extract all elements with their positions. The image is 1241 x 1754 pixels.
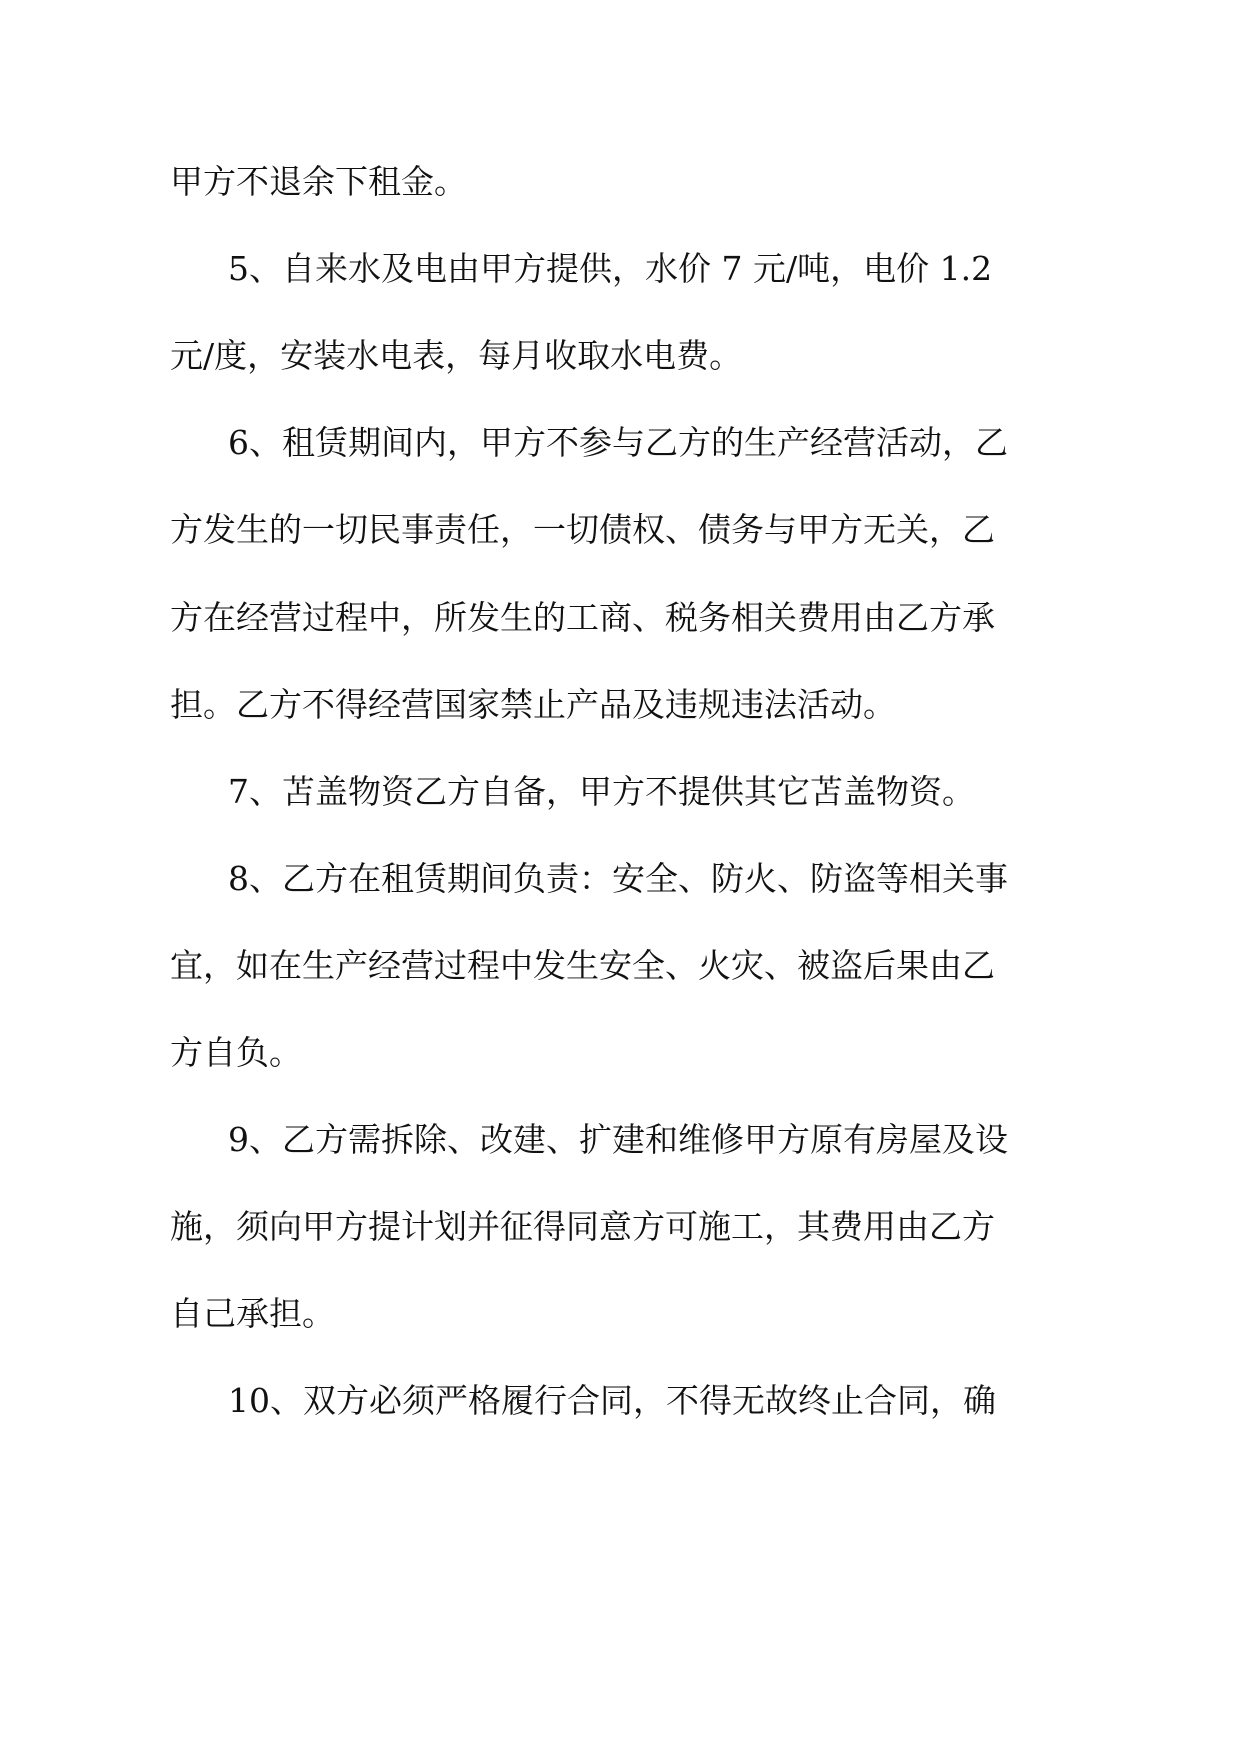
text-line: 方在经营过程中，所发生的工商、税务相关费用由乙方承 [170, 598, 995, 637]
text-line: 施，须向甲方提计划并征得同意方可施工，其费用由乙方 [170, 1207, 995, 1246]
text-line: 自己承担。 [170, 1294, 335, 1333]
text-line: 方发生的一切民事责任，一切债权、债务与甲方无关，乙 [170, 510, 995, 549]
text-line: 担。乙方不得经营国家禁止产品及违规违法活动。 [170, 685, 896, 724]
text-line: 10、双方必须严格履行合同，不得无故终止合同，确 [228, 1381, 996, 1420]
text-line: 方自负。 [170, 1033, 302, 1072]
text-line: 8、乙方在租赁期间负责：安全、防火、防盗等相关事 [228, 859, 1008, 898]
text-line: 7、苫盖物资乙方自备，甲方不提供其它苫盖物资。 [228, 772, 975, 811]
text-line: 5、自来水及电由甲方提供，水价 7 元/吨，电价 1.2 [228, 249, 993, 288]
text-line: 宜，如在生产经营过程中发生安全、火灾、被盗后果由乙 [170, 946, 995, 985]
text-line: 元/度，安装水电表，每月收取水电费。 [170, 336, 743, 375]
text-line: 6、租赁期间内，甲方不参与乙方的生产经营活动，乙 [228, 423, 1008, 462]
text-line: 9、乙方需拆除、改建、扩建和维修甲方原有房屋及设 [228, 1120, 1008, 1159]
text-line: 甲方不退余下租金。 [170, 162, 467, 201]
